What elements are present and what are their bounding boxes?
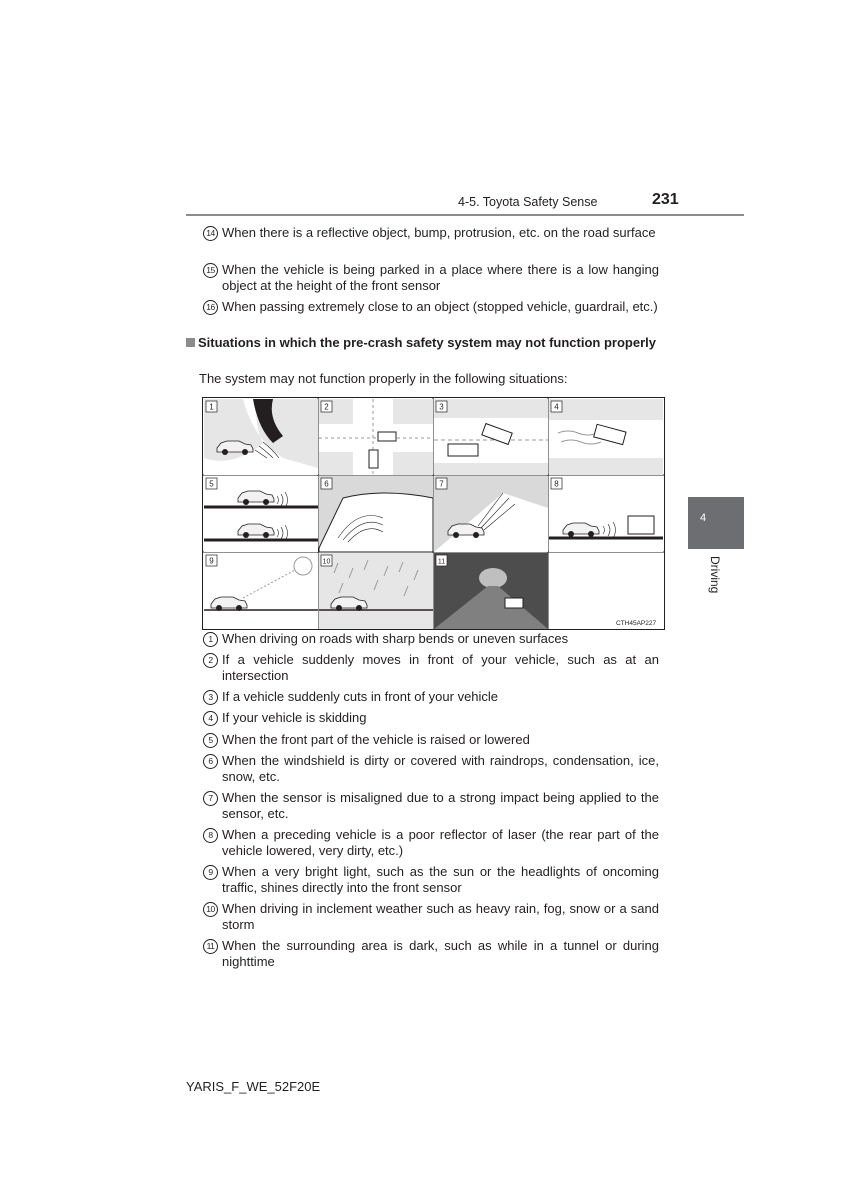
section-title: 4-5. Toyota Safety Sense — [458, 195, 598, 209]
panel-sharp-bend — [204, 399, 318, 475]
item-number: 11 — [203, 939, 218, 954]
item-text: If your vehicle is skidding — [222, 710, 367, 725]
panel-badge — [206, 401, 217, 412]
svg-text:7: 7 — [439, 479, 444, 489]
item-number: 2 — [203, 653, 218, 668]
svg-text:2: 2 — [324, 402, 329, 412]
panel-tunnel — [434, 553, 548, 629]
panel-windshield — [319, 476, 433, 552]
svg-text:9: 9 — [209, 556, 214, 566]
illustration-svg — [203, 398, 664, 629]
item-text: When the surrounding area is dark, such as while in a tunnel or during nighttime — [222, 938, 659, 969]
page-number: 231 — [652, 191, 679, 208]
svg-text:3: 3 — [439, 402, 444, 412]
chapter-number: 4 — [700, 512, 707, 524]
item-number: 14 — [203, 226, 218, 241]
chapter-label: Driving — [708, 556, 722, 594]
item-number: 9 — [203, 865, 218, 880]
heading-square-icon — [186, 338, 195, 347]
intro-text: The system may not function properly in the following situations: — [199, 371, 568, 386]
panel-raised-lowered — [204, 476, 318, 552]
panel-weather — [319, 553, 433, 629]
panel-badge — [436, 401, 447, 412]
svg-text:11: 11 — [437, 558, 446, 566]
panel-badge — [321, 401, 332, 412]
item-text: When a very bright light, such as the sun or the headlights of oncoming traffic, shines directly into the front sensor — [222, 864, 659, 895]
item-text: When a preceding vehicle is a poor reflector of laser (the rear part of the vehicle lowered, very dirty, etc.) — [222, 827, 659, 858]
panel-intersection — [319, 399, 433, 475]
item-text: When the windshield is dirty or covered with raindrops, condensation, ice, snow, etc. — [222, 753, 659, 784]
list-item — [203, 262, 659, 294]
svg-text:6: 6 — [324, 479, 329, 489]
item-number: 6 — [203, 754, 218, 769]
list-item — [203, 901, 659, 933]
item-number: 8 — [203, 828, 218, 843]
panel-cut-in — [434, 399, 548, 475]
item-text: If a vehicle suddenly moves in front of your vehicle, such as at an intersection — [222, 652, 659, 683]
panel-bright-light — [204, 553, 318, 629]
document-code: YARIS_F_WE_52F20E — [186, 1079, 321, 1094]
item-text: If a vehicle suddenly cuts in front of your vehicle — [222, 689, 499, 704]
list-item — [203, 790, 659, 822]
svg-text:5: 5 — [209, 479, 214, 489]
item-number: 16 — [203, 300, 218, 315]
item-number: 5 — [203, 733, 218, 748]
list-item — [203, 710, 659, 726]
panel-badge — [551, 478, 562, 489]
panel-skid — [549, 399, 663, 475]
figure-code: CTH45AP227 — [616, 620, 657, 627]
panel-badge — [436, 555, 447, 566]
panel-badge — [551, 401, 562, 412]
panel-badge — [436, 478, 447, 489]
panel-badge — [206, 555, 217, 566]
item-number: 3 — [203, 690, 218, 705]
list-item — [203, 652, 659, 684]
panel-badge — [206, 478, 217, 489]
list-item — [203, 225, 659, 241]
list-item — [203, 732, 659, 748]
item-number: 1 — [203, 632, 218, 647]
panel-poor-reflector — [549, 476, 663, 552]
list-item — [203, 299, 659, 315]
item-number: 4 — [203, 711, 218, 726]
list-item — [203, 864, 659, 896]
item-text: When driving in inclement weather such as heavy rain, fog, snow or a sand storm — [222, 901, 659, 932]
panel-misaligned — [434, 476, 548, 552]
list-item — [203, 631, 659, 647]
svg-text:1: 1 — [209, 402, 214, 412]
list-item — [203, 689, 659, 705]
svg-text:10: 10 — [322, 558, 331, 566]
header-rule — [186, 214, 744, 216]
item-text: When there is a reflective object, bump, protrusion, etc. on the road surface — [222, 225, 656, 240]
panel-badge — [321, 555, 332, 566]
item-text: When the vehicle is being parked in a place where there is a low hanging object at the height of the front sensor — [222, 262, 659, 293]
item-text: When the front part of the vehicle is raised or lowered — [222, 732, 530, 747]
item-text: When passing extremely close to an object (stopped vehicle, guardrail, etc.) — [222, 299, 658, 314]
item-text: When driving on roads with sharp bends or uneven surfaces — [222, 631, 569, 646]
item-number: 10 — [203, 902, 218, 917]
list-item — [203, 753, 659, 785]
item-number: 7 — [203, 791, 218, 806]
chapter-tab[interactable] — [688, 497, 744, 549]
heading-text: Situations in which the pre-crash safety system may not function properly — [198, 335, 656, 350]
list-item — [203, 938, 659, 970]
list-item — [203, 827, 659, 859]
item-text: When the sensor is misaligned due to a strong impact being applied to the sensor, etc. — [222, 790, 659, 821]
svg-text:8: 8 — [554, 479, 559, 489]
panel-badge — [321, 478, 332, 489]
illustration-figure — [202, 397, 665, 630]
svg-text:4: 4 — [554, 402, 559, 412]
item-number: 15 — [203, 263, 218, 278]
section-heading — [186, 335, 661, 351]
